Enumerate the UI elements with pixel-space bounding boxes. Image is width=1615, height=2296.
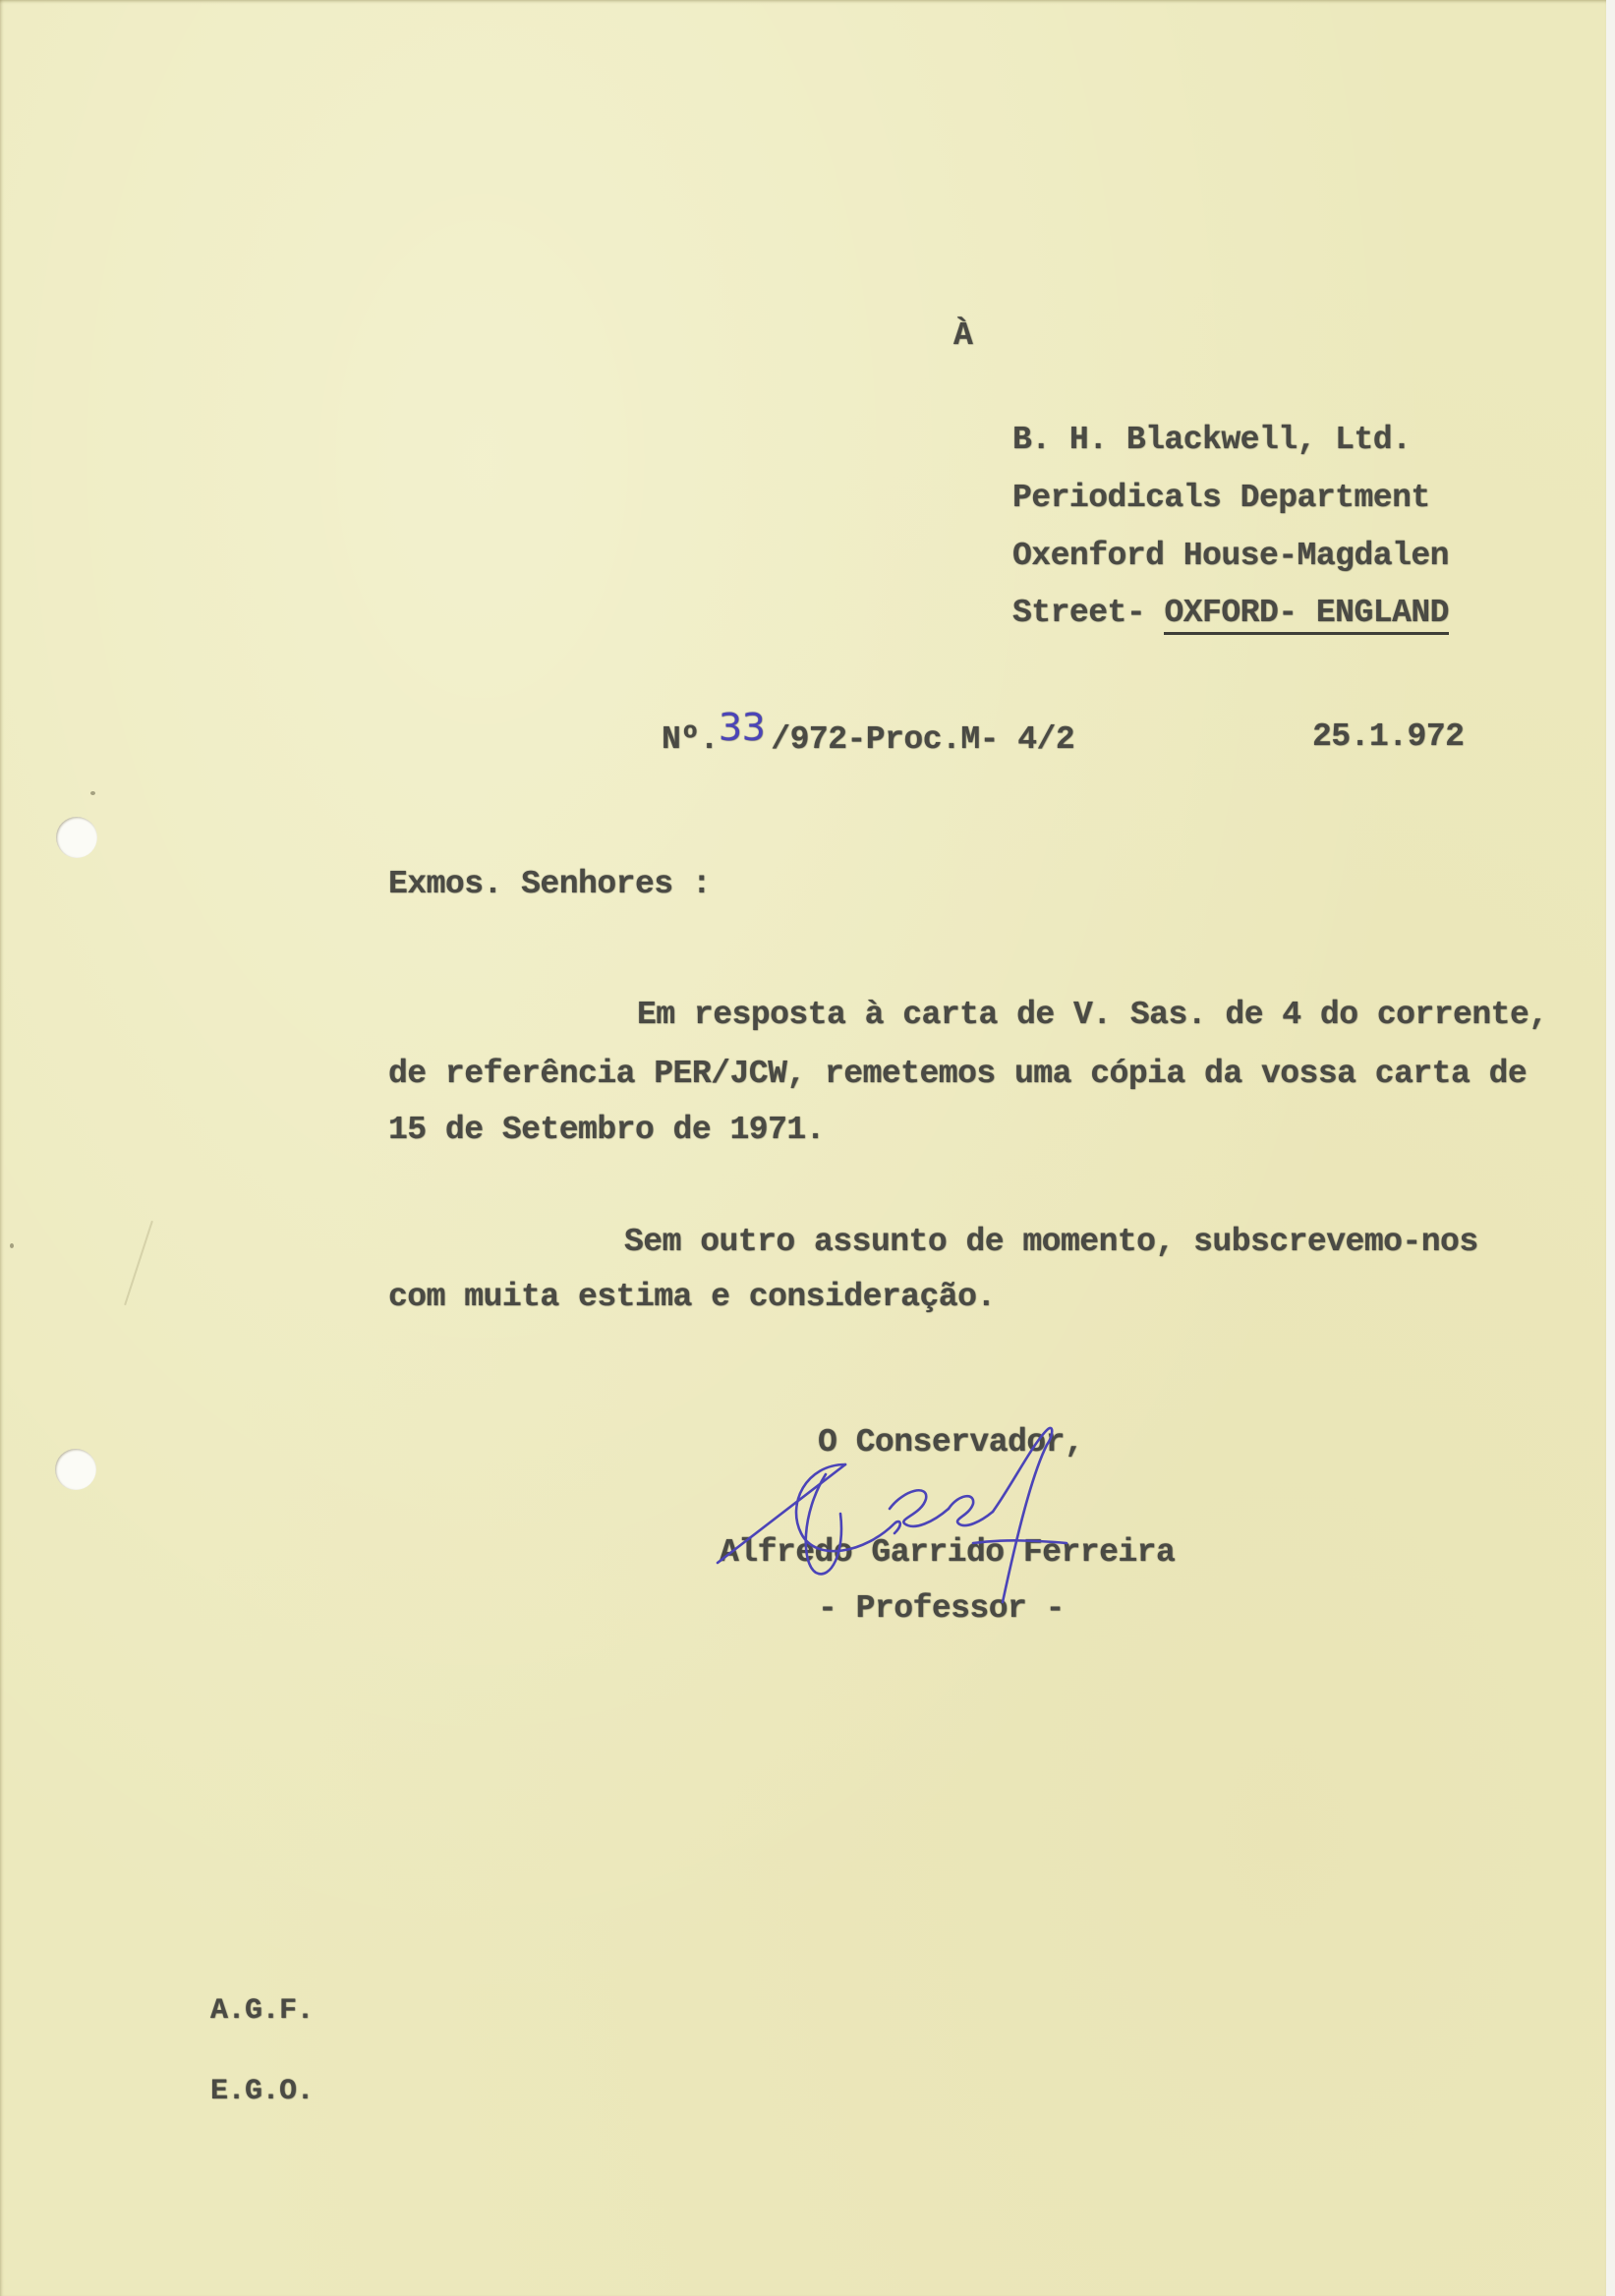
addressee-line-department: Periodicals Department (1012, 480, 1430, 516)
initials-author: A.G.F. (210, 1994, 315, 2028)
punch-hole-bottom (55, 1449, 96, 1490)
reference-prefix: Nº. (662, 721, 719, 758)
handwritten-reference-number: 33 (718, 706, 766, 749)
initials-typist: E.G.O. (210, 2075, 315, 2108)
reference-number (662, 706, 1075, 760)
body-paragraph-2-line-2: com muita estima e consideração. (388, 1279, 996, 1315)
addressee-line-company: B. H. Blackwell, Ltd. (1012, 422, 1412, 458)
addressee-prefix: À (953, 317, 973, 354)
scan-edge (1606, 0, 1615, 2296)
reference-suffix: /972-Proc.M- 4/2 (771, 721, 1075, 758)
signatory-name: Alfredo Garrido Ferreira (720, 1534, 1176, 1571)
letter-date: 25.1.972 (1312, 718, 1465, 755)
body-paragraph-2-line-1: Sem outro assunto de momento, subscrevemo-nos (624, 1224, 1478, 1260)
paper-speck (90, 791, 95, 795)
handwritten-signature (708, 1406, 1101, 1632)
body-paragraph-1-line-3: 15 de Setembro de 1971. (388, 1112, 825, 1148)
paper-speck (10, 1243, 14, 1248)
addressee-line-city (1012, 594, 1449, 633)
punch-hole-top (56, 817, 97, 858)
salutation: Exmos. Senhores : (388, 866, 712, 902)
signatory-role: - Professor - (818, 1590, 1065, 1627)
closing-title: O Conservador, (818, 1424, 1084, 1461)
addressee-street: Street- (1012, 595, 1165, 631)
body-paragraph-1-line-2: de referência PER/JCW, remetemos uma cópia da vossa carta de (388, 1056, 1528, 1092)
paper-crease-mark (124, 1221, 153, 1305)
addressee-line-building: Oxenford House-Magdalen (1012, 538, 1449, 574)
body-paragraph-1-line-1: Em resposta à carta de V. Sas. de 4 do corrente, (637, 997, 1548, 1033)
addressee-city-country: OXFORD- ENGLAND (1164, 595, 1449, 635)
